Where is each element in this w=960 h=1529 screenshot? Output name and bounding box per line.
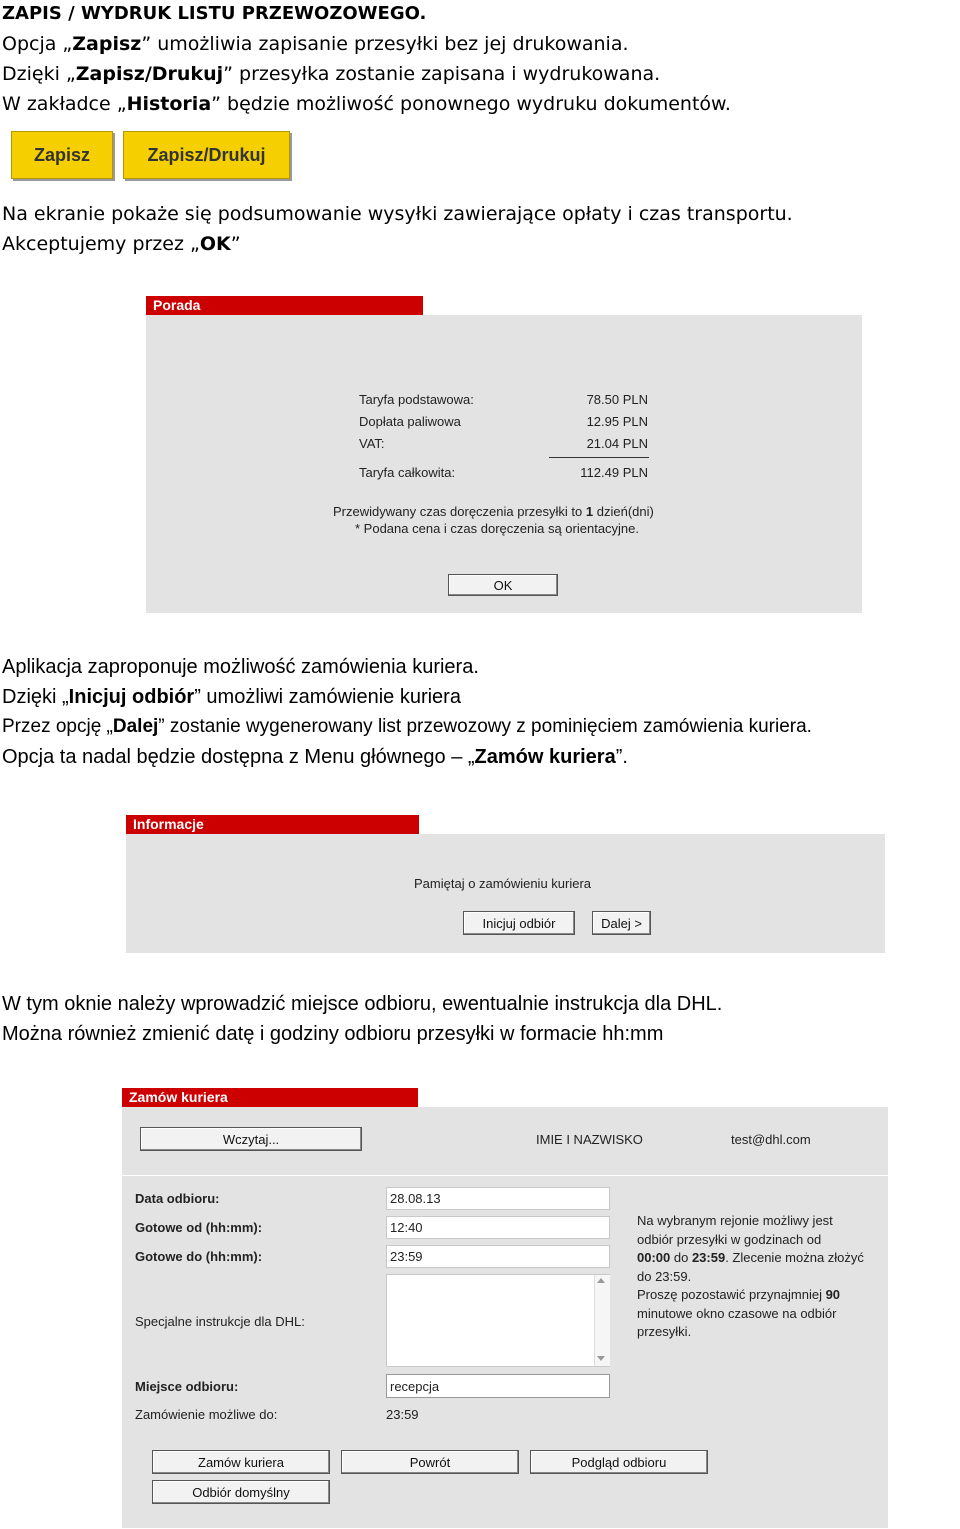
zamow-kuriera-title-tab: Zamów kuriera bbox=[122, 1088, 418, 1107]
reminder-message: Pamiętaj o zamówieniu kuriera bbox=[414, 876, 592, 891]
fee-value: 21.04 PLN bbox=[586, 436, 648, 451]
zamow-kuriera-button[interactable]: Zamów kuriera bbox=[152, 1450, 330, 1474]
fee-label: Taryfa całkowita: bbox=[359, 465, 456, 480]
informacje-title-tab: Informacje bbox=[126, 815, 419, 834]
porada-title-tab: Porada bbox=[146, 296, 423, 315]
summary-line-1: Na ekranie pokaże się podsumowanie wysyłki zawierające opłaty i czas transportu. bbox=[2, 203, 793, 225]
informacje-dialog bbox=[126, 834, 885, 953]
fee-value: 78.50 PLN bbox=[586, 392, 648, 407]
courier-line-3: Przez opcję „Dalej” zostanie wygenerowany list przewozowy z pominięciem zamówienia kuriera. bbox=[2, 716, 812, 737]
courier-line-4: Opcja ta nadal będzie dostępna z Menu głównego – „Zamów kuriera”. bbox=[2, 746, 628, 768]
fee-label: VAT: bbox=[359, 436, 385, 451]
fee-value: 12.95 PLN bbox=[586, 414, 648, 429]
estimate-disclaimer: * Podana cena i czas doręczenia są orientacyjne. bbox=[355, 521, 640, 536]
gotowe-od-input[interactable]: 12:40 bbox=[386, 1216, 610, 1239]
gotowe-do-input[interactable]: 23:59 bbox=[386, 1245, 610, 1268]
inicjuj-odbior-button[interactable]: Inicjuj odbiór bbox=[463, 911, 575, 935]
fee-value: 112.49 PLN bbox=[580, 465, 648, 480]
data-odbioru-input[interactable]: 28.08.13 bbox=[386, 1187, 610, 1210]
sender-email: test@dhl.com bbox=[731, 1132, 811, 1147]
zamowienie-mozliwe-value: 23:59 bbox=[386, 1407, 419, 1422]
scroll-down-icon[interactable] bbox=[597, 1356, 605, 1361]
instrukcje-textarea[interactable] bbox=[386, 1274, 610, 1367]
intro-line-1: Opcja „Zapisz” umożliwia zapisanie przesyłki bez jej drukowania. bbox=[2, 33, 629, 55]
label-zamowienie-mozliwe: Zamówienie możliwe do: bbox=[135, 1407, 278, 1422]
sender-name: IMIE I NAZWISKO bbox=[536, 1132, 643, 1147]
fee-label: Dopłata paliwowa bbox=[359, 414, 461, 429]
porada-dialog bbox=[146, 315, 862, 613]
dalej-button[interactable]: Dalej > bbox=[592, 911, 651, 935]
header-divider bbox=[122, 1175, 888, 1176]
label-instrukcje: Specjalne instrukcje dla DHL: bbox=[135, 1314, 305, 1329]
label-gotowe-od: Gotowe od (hh:mm): bbox=[135, 1220, 263, 1235]
label-data-odbioru: Data odbioru: bbox=[135, 1191, 220, 1206]
courier-line-2: Dzięki „Inicjuj odbiór” umożliwi zamówienie kuriera bbox=[2, 686, 461, 708]
miejsce-odbioru-input[interactable]: recepcja bbox=[386, 1374, 610, 1398]
form-line-2: Można również zmienić datę i godziny odbioru przesyłki w formacie hh:mm bbox=[2, 1023, 664, 1045]
zapisz-button[interactable]: Zapisz bbox=[11, 131, 113, 179]
wczytaj-button[interactable]: Wczytaj... bbox=[140, 1127, 362, 1151]
ok-button[interactable]: OK bbox=[448, 574, 558, 596]
courier-line-1: Aplikacja zaproponuje możliwość zamówienia kuriera. bbox=[2, 656, 479, 678]
powrot-button[interactable]: Powrót bbox=[341, 1450, 519, 1474]
intro-line-2: Dzięki „Zapisz/Drukuj” przesyłka zostanie zapisana i wydrukowana. bbox=[2, 63, 661, 85]
summary-line-2: Akceptujemy przez „OK” bbox=[2, 233, 241, 255]
label-miejsce-odbioru: Miejsce odbioru: bbox=[135, 1379, 239, 1394]
availability-info: Na wybranym rejonie możliwy jest odbiór przesyłki w godzinach od 00:00 do 23:59. Zlecenie można złożyć do 23:59. Proszę pozostawić przynajmniej 90 minutowe okno czasowe na odbiór przesyłki. bbox=[637, 1213, 864, 1339]
section-heading: ZAPIS / WYDRUK LISTU PRZEWOZOWEGO. bbox=[2, 3, 427, 24]
textarea-scrollbar[interactable] bbox=[594, 1275, 610, 1366]
zapisz-drukuj-button[interactable]: Zapisz/Drukuj bbox=[123, 131, 290, 179]
label-gotowe-do: Gotowe do (hh:mm): bbox=[135, 1249, 263, 1264]
podglad-odbioru-button[interactable]: Podgląd odbioru bbox=[530, 1450, 708, 1474]
form-line-1: W tym oknie należy wprowadzić miejsce odbioru, ewentualnie instrukcja dla DHL. bbox=[2, 993, 723, 1015]
odbior-domyslny-button[interactable]: Odbiór domyślny bbox=[152, 1480, 330, 1504]
fee-label: Taryfa podstawowa: bbox=[359, 392, 474, 407]
intro-line-3: W zakładce „Historia” będzie możliwość ponownego wydruku dokumentów. bbox=[2, 93, 731, 115]
delivery-time-note: Przewidywany czas doręczenia przesyłki to 1 dzień(dni) bbox=[333, 504, 654, 519]
scroll-up-icon[interactable] bbox=[597, 1278, 605, 1283]
sum-divider bbox=[549, 457, 649, 458]
